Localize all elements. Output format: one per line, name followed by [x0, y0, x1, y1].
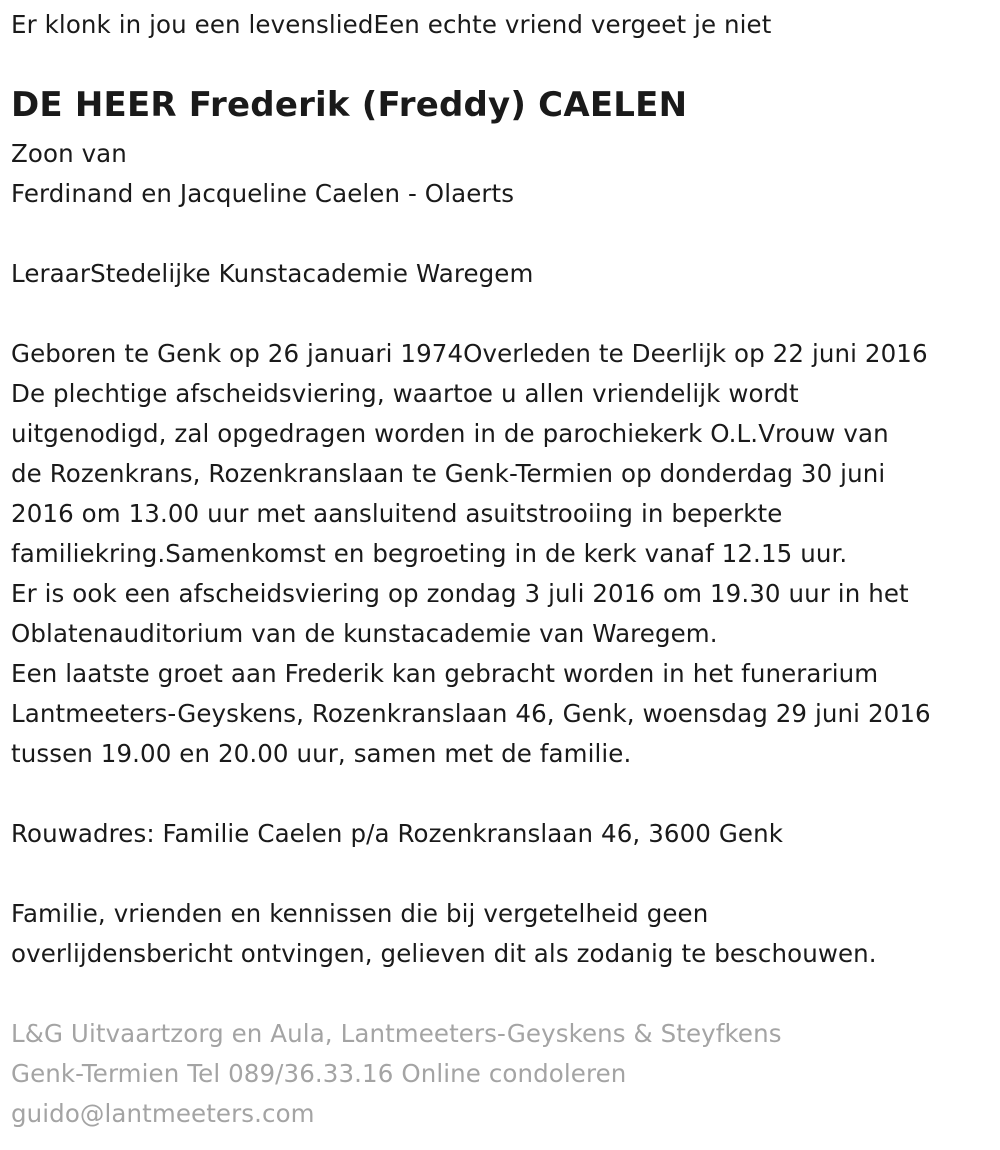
announcement-line: Er is ook een afscheidsviering op zondag 3 juli 2016 om 19.30 uur in het: [11, 579, 909, 608]
notice-line: overlijdensbericht ontvingen, gelieven dit als zodanig te beschouwen.: [11, 939, 877, 968]
parents-line: Ferdinand en Jacqueline Caelen - Olaerts: [11, 179, 515, 208]
announcement-line: uitgenodigd, zal opgedragen worden in de parochiekerk O.L.Vrouw van: [11, 419, 889, 448]
footer-line: L&G Uitvaartzorg en Aula, Lantmeeters-Geyskens & Steyfkens: [11, 1019, 782, 1048]
announcement-line: De plechtige afscheidsviering, waartoe u allen vriendelijk wordt: [11, 379, 799, 408]
main-announcement: [11, 334, 991, 774]
parents-section: [11, 134, 991, 214]
deceased-name-title: DE HEER Frederik (Freddy) CAELEN: [11, 85, 688, 125]
announcement-line: familiekring.Samenkomst en begroeting in de kerk vanaf 12.15 uur.: [11, 539, 848, 568]
funeral-home-footer: [11, 1014, 991, 1134]
announcement-line: tussen 19.00 en 20.00 uur, samen met de familie.: [11, 739, 632, 768]
announcement-line: 2016 om 13.00 uur met aansluitend asuitstrooiing in beperkte: [11, 499, 783, 528]
mourning-address: [11, 814, 991, 854]
announcement-line: Geboren te Genk op 26 januari 1974Overleden te Deerlijk op 22 juni 2016: [11, 339, 928, 368]
announcement-line: Oblatenauditorium van de kunstacademie van Waregem.: [11, 619, 718, 648]
profession-section: [11, 254, 991, 294]
notice-line: Familie, vrienden en kennissen die bij vergetelheid geen: [11, 899, 709, 928]
profession-line: LeraarStedelijke Kunstacademie Waregem: [11, 259, 534, 288]
parents-line: Zoon van: [11, 139, 127, 168]
address-line: Rouwadres: Familie Caelen p/a Rozenkranslaan 46, 3600 Genk: [11, 819, 784, 848]
intro-verse: Er klonk in jou een levensliedEen echte vriend vergeet je niet: [11, 10, 772, 39]
footer-email: guido@lantmeeters.com: [11, 1099, 315, 1128]
announcement-line: de Rozenkrans, Rozenkranslaan te Genk-Termien op donderdag 30 juni: [11, 459, 886, 488]
announcement-line: Lantmeeters-Geyskens, Rozenkranslaan 46, Genk, woensdag 29 juni 2016: [11, 699, 931, 728]
footer-line: Genk-Termien Tel 089/36.33.16 Online condoleren: [11, 1059, 627, 1088]
announcement-line: Een laatste groet aan Frederik kan gebracht worden in het funerarium: [11, 659, 879, 688]
notice-section: [11, 894, 991, 974]
